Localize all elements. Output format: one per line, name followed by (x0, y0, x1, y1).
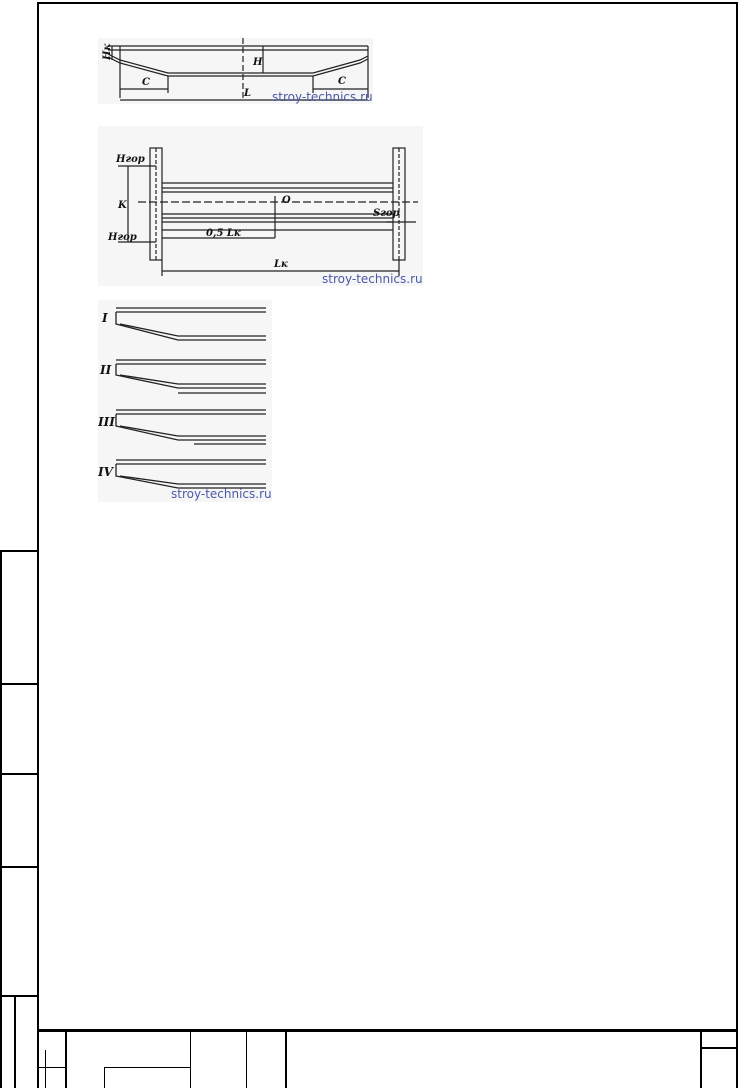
label-h-bottom: Hгор (108, 232, 137, 243)
figure-3-leaf-end-variants (98, 300, 272, 502)
label-c-left: C (142, 77, 150, 88)
label-hk: Hк (102, 43, 113, 60)
label-k: K (118, 200, 127, 211)
variant-iii-drawing (116, 410, 266, 444)
variant-ii-drawing (116, 360, 266, 393)
label-c-right: C (338, 76, 346, 87)
label-half-lk: 0,5 Lк (206, 228, 241, 239)
variant-iv-drawing (116, 460, 266, 488)
label-h-top: Hгор (116, 154, 145, 165)
label-variant-iii: III (98, 415, 115, 429)
label-o: O (282, 195, 291, 206)
frame-right-border (736, 2, 738, 1088)
watermark-3: stroy-technics.ru (171, 487, 272, 501)
label-h: H (253, 57, 263, 68)
label-lk: Lк (274, 259, 288, 270)
label-variant-iv: IV (98, 465, 113, 479)
frame-left-border (37, 2, 39, 1088)
variant-i-drawing (116, 308, 266, 340)
figure-2-spring-plan-view (98, 126, 423, 286)
label-variant-ii: II (100, 363, 112, 377)
label-variant-i: I (102, 311, 108, 325)
label-s: Sгор (373, 208, 400, 219)
watermark-2: stroy-technics.ru (322, 272, 423, 286)
frame-top-border (37, 2, 737, 4)
label-l: L (244, 88, 252, 99)
watermark-1: stroy-technics.ru (272, 90, 373, 104)
